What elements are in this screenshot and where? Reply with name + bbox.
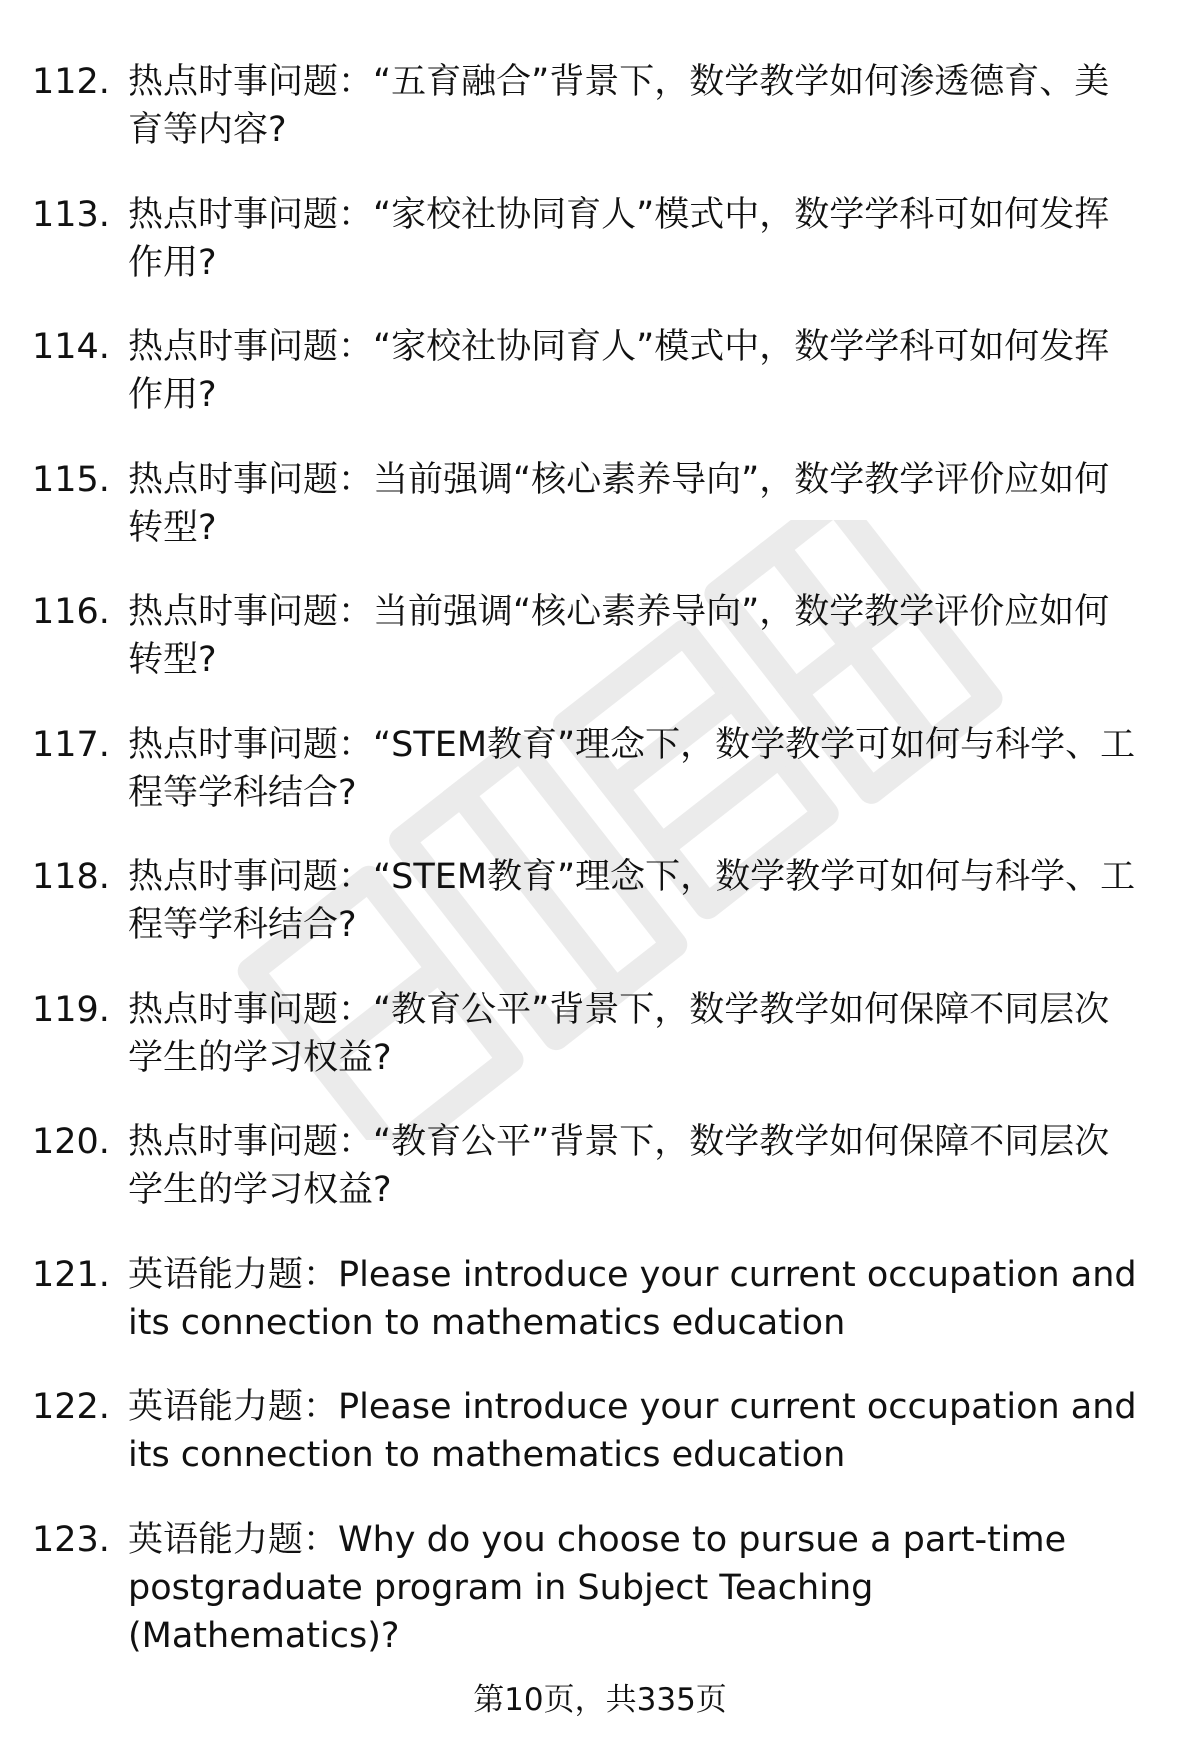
question-text: 热点时事问题：“STEM教育”理念下，数学教学可如何与科学、工程等学科结合?	[128, 857, 1136, 945]
question-number: 116.	[32, 592, 110, 632]
page-footer: 第10页，共335页	[473, 1682, 727, 1718]
question-number: 117.	[32, 724, 110, 765]
list-item	[0, 58, 1200, 191]
list-item	[0, 191, 1200, 324]
question-text: 热点时事问题：当前强调“核心素养导向”，数学教学评价应如何转型?	[128, 592, 1110, 680]
question-number: 120.	[32, 1122, 110, 1162]
list-item	[0, 1516, 1200, 1656]
question-text: 热点时事问题：“STEM教育”理念下，数学教学可如何与科学、工程等学科结合?	[128, 724, 1136, 813]
list-item	[0, 853, 1200, 986]
question-number: 118.	[32, 857, 110, 897]
list-item	[0, 588, 1200, 721]
question-text: 热点时事问题：“教育公平”背景下，数学教学如何保障不同层次学生的学习权益?	[128, 989, 1110, 1078]
question-text: 英语能力题：Please introduce your current occupation and its connection to mathematics education	[128, 1254, 1137, 1343]
question-number: 119.	[32, 989, 110, 1030]
list-item	[0, 986, 1200, 1119]
question-number: 123.	[32, 1519, 110, 1560]
question-number: 112.	[32, 62, 110, 102]
list-item	[0, 456, 1200, 589]
question-list	[0, 58, 1200, 1656]
question-number: 114.	[32, 327, 110, 367]
question-number: 122.	[32, 1387, 110, 1427]
question-text: 热点时事问题：“教育公平”背景下，数学教学如何保障不同层次学生的学习权益?	[128, 1122, 1110, 1210]
list-item	[0, 1251, 1200, 1384]
question-number: 115.	[32, 459, 110, 500]
question-number: 113.	[32, 194, 110, 235]
question-text: 热点时事问题：当前强调“核心素养导向”，数学教学评价应如何转型?	[128, 459, 1110, 548]
question-text: 热点时事问题：“五育融合”背景下，数学教学如何渗透德育、美育等内容?	[128, 62, 1110, 150]
question-number: 121.	[32, 1254, 110, 1295]
question-text: 英语能力题：Why do you choose to pursue a part-time postgraduate program in Subject Teaching (Mathematics)?	[128, 1519, 1067, 1656]
question-text: 热点时事问题：“家校社协同育人”模式中，数学学科可如何发挥作用?	[128, 194, 1110, 283]
question-text: 英语能力题：Please introduce your current occupation and its connection to mathematics education	[128, 1387, 1137, 1475]
list-item	[0, 323, 1200, 456]
question-text: 热点时事问题：“家校社协同育人”模式中，数学学科可如何发挥作用?	[128, 327, 1110, 415]
list-item	[0, 721, 1200, 854]
list-item	[0, 1383, 1200, 1516]
list-item	[0, 1118, 1200, 1251]
